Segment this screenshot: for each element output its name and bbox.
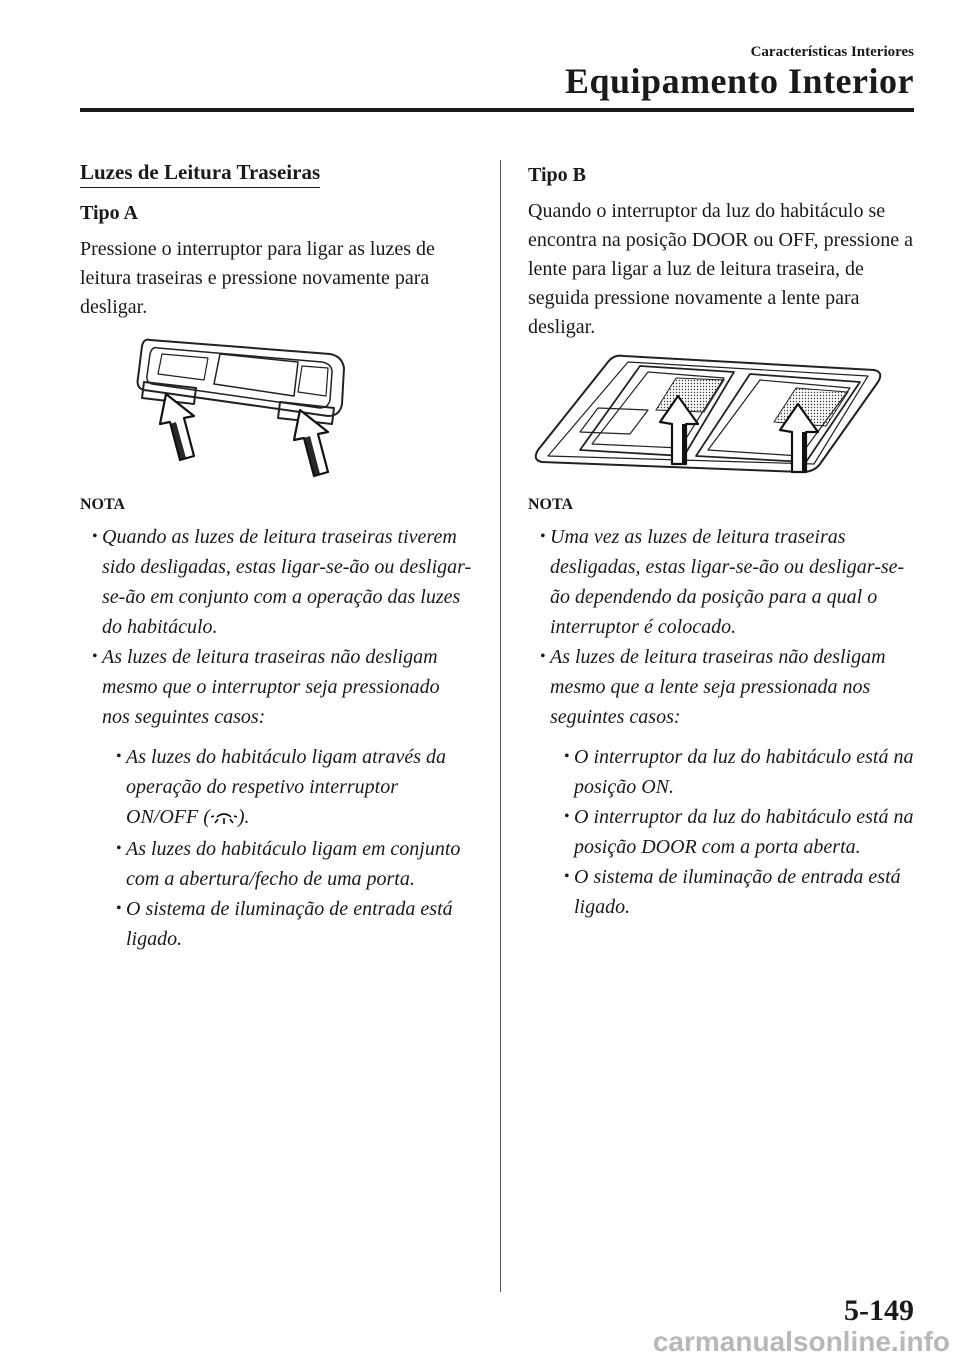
header-section-label: Características Interiores [750,44,914,60]
left-column [80,160,472,954]
figure-type-b-lens-illustration [528,352,920,482]
column-divider [500,160,501,1292]
list-item-text: As luzes de leitura traseiras não desligam mesmo que a lente seja pressionada nos seguintes casos: [550,646,886,728]
paragraph-type-b: Quando o interruptor da luz do habitáculo se encontra na posição DOOR ou OFF, pressione a lente para ligar a luz de leitura traseira, de seguida pressione novamente a lente para desligar. [528,200,913,338]
list-item [528,522,920,642]
list-item-text: ). [237,806,250,828]
note-list-right [528,522,920,732]
bullet-dot: • [92,528,98,545]
right-column [528,160,920,922]
list-item-text: As luzes de leitura traseiras não desligam mesmo que o interruptor seja pressionado nos seguintes casos: [102,646,440,728]
type-a-lamp-illustration [80,332,380,482]
list-item-text: O sistema de iluminação de entrada está ligado. [126,898,453,950]
bullet-dot: • [92,648,98,665]
list-item [104,742,472,834]
note-label-left: NOTA [80,496,126,513]
list-item [552,802,920,862]
bullet-dot: • [540,648,546,665]
interior-light-icon [211,804,237,834]
list-item-text: O sistema de iluminação de entrada está ligado. [574,866,901,918]
bullet-dot: • [564,808,570,825]
bullet-dot: • [116,748,122,765]
note-label-right: NOTA [528,496,574,513]
watermark: carmanualsonline.info [652,1326,950,1357]
list-item-text: As luzes do habitáculo ligam em conjunto com a abertura/fecho de uma porta. [126,838,461,890]
list-item-text: Uma vez as luzes de leitura traseiras desligadas, estas ligar-se-ão ou desligar-se-ão dependendo da posição para a qual o interruptor é colocado. [550,526,905,638]
bullet-dot: • [540,528,546,545]
note-sublist-left [104,742,472,954]
note-list-left [80,522,472,732]
list-item [528,642,920,732]
list-item [104,894,472,954]
page-title: Equipamento Interior [564,61,914,101]
subheading-type-a: Tipo A [80,202,138,224]
paragraph-type-a: Pressione o interruptor para ligar as luzes de leitura traseiras e pressione novamente para desligar. [80,238,435,318]
bullet-dot: • [564,868,570,885]
list-item-text: Quando as luzes de leitura traseiras tiverem sido desligadas, estas ligar-se-ão ou desligar-se-ão em conjunto com a operação das luzes do habitáculo. [102,526,472,638]
list-item-text: O interruptor da luz do habitáculo está na posição DOOR com a porta aberta. [574,806,914,858]
note-sublist-right [552,742,920,922]
bullet-dot: • [116,840,122,857]
list-item [104,834,472,894]
figure-type-a-switch-illustration [80,332,472,482]
section-heading: Luzes de Leitura Traseiras [80,160,320,188]
page-number: 5-149 [844,1294,914,1327]
list-item-text: O interruptor da luz do habitáculo está na posição ON. [574,746,914,798]
bullet-dot: • [564,748,570,765]
list-item [80,642,472,732]
type-b-lamp-illustration [528,352,888,482]
subheading-type-b: Tipo B [528,164,586,186]
header-rule [80,108,914,112]
list-item [80,522,472,642]
list-item-text: As luzes do habitáculo ligam através da operação do respetivo interruptor ON/OFF ( [126,746,446,828]
bullet-dot: • [116,900,122,917]
list-item [552,862,920,922]
list-item [552,742,920,802]
